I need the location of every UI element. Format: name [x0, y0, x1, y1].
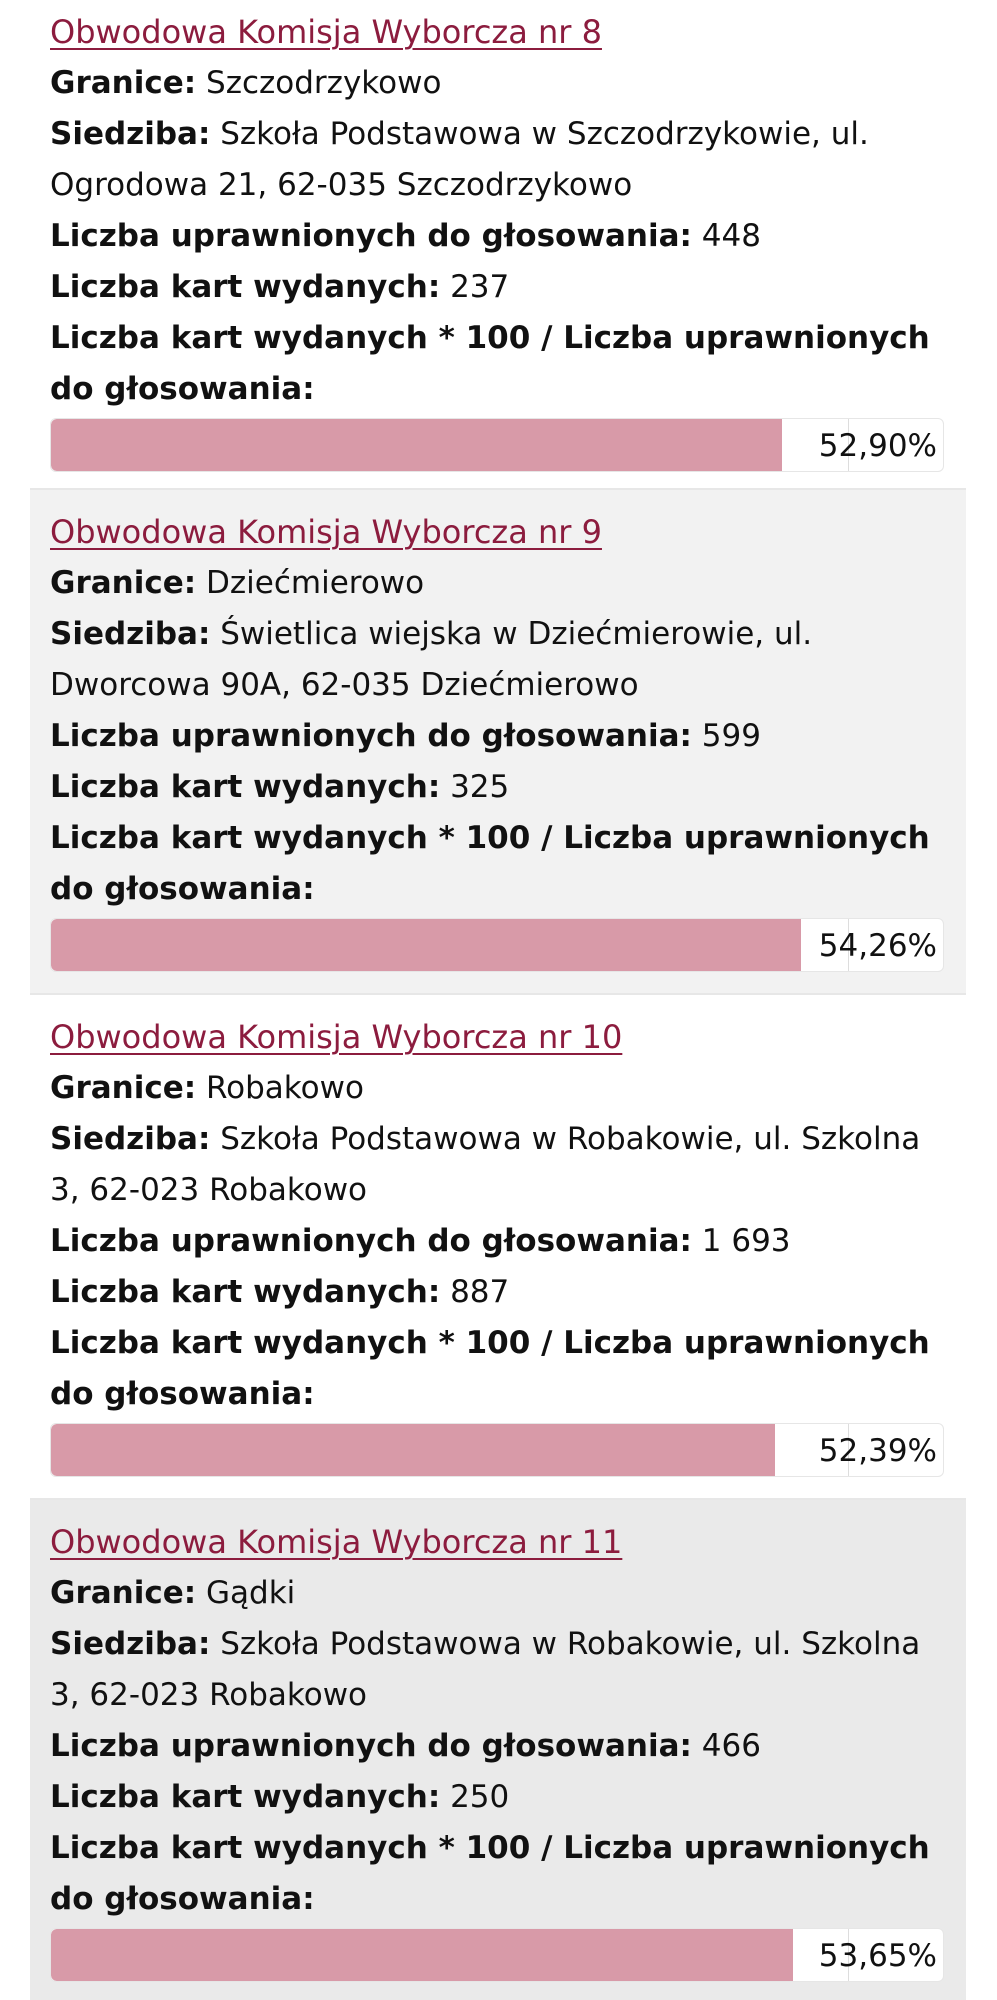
ratio-label-row [50, 1823, 950, 1874]
granice-row [50, 558, 950, 609]
turnout-progress-bar [50, 1928, 944, 1982]
karty-label: Liczba kart wydanych: [50, 269, 441, 305]
siedziba-value-line2: 3, 62-023 Robakowo [50, 1172, 368, 1208]
granice-value: Robakowo [206, 1070, 364, 1106]
ratio-label-row [50, 313, 950, 364]
commission-title-link[interactable]: Obwodowa Komisja Wyborcza nr 11 [50, 1523, 623, 1561]
turnout-percent-label: 53,65% [818, 1938, 937, 1974]
commission-card [30, 1500, 966, 2000]
ratio-label-line1: Liczba kart wydanych * 100 / Liczba uprawnionych [50, 1830, 930, 1866]
commission-title-link[interactable]: Obwodowa Komisja Wyborcza nr 9 [50, 513, 602, 551]
uprawnionych-value: 1 693 [701, 1223, 791, 1259]
siedziba-value-line1: Świetlica wiejska w Dziećmierowie, ul. [220, 616, 813, 652]
karty-label: Liczba kart wydanych: [50, 769, 441, 805]
ratio-label-row-continued [50, 1874, 950, 1925]
ratio-label-line1: Liczba kart wydanych * 100 / Liczba uprawnionych [50, 320, 930, 356]
uprawnionych-row [50, 711, 950, 762]
siedziba-value-line1: Szkoła Podstawowa w Robakowie, ul. Szkolna [220, 1121, 921, 1157]
karty-value: 887 [450, 1274, 510, 1310]
turnout-progress-fill [51, 919, 801, 971]
siedziba-value-line2: 3, 62-023 Robakowo [50, 1677, 368, 1713]
granice-value: Dziećmierowo [206, 565, 425, 601]
karty-row [50, 262, 950, 313]
ratio-label-row-continued [50, 364, 950, 415]
ratio-label-row-continued [50, 1369, 950, 1420]
uprawnionych-label: Liczba uprawnionych do głosowania: [50, 218, 692, 254]
siedziba-row-continued [50, 1165, 950, 1216]
ratio-label-row [50, 813, 950, 864]
granice-row [50, 58, 950, 109]
karty-value: 237 [450, 269, 510, 305]
karty-label: Liczba kart wydanych: [50, 1274, 441, 1310]
granice-value: Szczodrzykowo [206, 65, 442, 101]
commission-list [30, 0, 966, 2000]
granice-label: Granice: [50, 565, 197, 601]
uprawnionych-label: Liczba uprawnionych do głosowania: [50, 1728, 692, 1764]
karty-row [50, 762, 950, 813]
uprawnionych-value: 448 [701, 218, 761, 254]
turnout-progress-fill [51, 419, 782, 471]
ratio-label-line1: Liczba kart wydanych * 100 / Liczba uprawnionych [50, 1325, 930, 1361]
granice-row [50, 1568, 950, 1619]
uprawnionych-row [50, 1721, 950, 1772]
ratio-label-line1: Liczba kart wydanych * 100 / Liczba uprawnionych [50, 820, 930, 856]
siedziba-value-line1: Szkoła Podstawowa w Robakowie, ul. Szkolna [220, 1626, 921, 1662]
commission-title-link[interactable]: Obwodowa Komisja Wyborcza nr 8 [50, 13, 602, 51]
siedziba-value-line2: Ogrodowa 21, 62-035 Szczodrzykowo [50, 167, 633, 203]
commission-title-link[interactable]: Obwodowa Komisja Wyborcza nr 10 [50, 1018, 623, 1056]
granice-label: Granice: [50, 1070, 197, 1106]
siedziba-row [50, 609, 950, 660]
turnout-progress-bar [50, 1423, 944, 1477]
siedziba-row-continued [50, 660, 950, 711]
granice-label: Granice: [50, 1575, 197, 1611]
ratio-label-line2: do głosowania: [50, 1881, 315, 1917]
granice-value: Gądki [206, 1575, 296, 1611]
turnout-progress-bar [50, 918, 944, 972]
siedziba-row-continued [50, 1670, 950, 1721]
uprawnionych-value: 466 [701, 1728, 761, 1764]
uprawnionych-value: 599 [701, 718, 761, 754]
siedziba-label: Siedziba: [50, 1626, 211, 1662]
commission-card [30, 0, 966, 490]
karty-row [50, 1772, 950, 1823]
turnout-percent-label: 52,39% [818, 1433, 937, 1469]
karty-row [50, 1267, 950, 1318]
commission-card [30, 490, 966, 995]
turnout-progress-fill [51, 1424, 775, 1476]
siedziba-value-line2: Dworcowa 90A, 62-035 Dziećmierowo [50, 667, 639, 703]
turnout-progress-bar [50, 418, 944, 472]
siedziba-value-line1: Szkoła Podstawowa w Szczodrzykowie, ul. [220, 116, 869, 152]
karty-label: Liczba kart wydanych: [50, 1779, 441, 1815]
uprawnionych-label: Liczba uprawnionych do głosowania: [50, 1223, 692, 1259]
granice-label: Granice: [50, 65, 197, 101]
siedziba-row-continued [50, 160, 950, 211]
uprawnionych-row [50, 211, 950, 262]
ratio-label-row-continued [50, 864, 950, 915]
siedziba-row [50, 109, 950, 160]
siedziba-row [50, 1619, 950, 1670]
karty-value: 325 [450, 769, 510, 805]
turnout-percent-label: 54,26% [818, 928, 937, 964]
ratio-label-line2: do głosowania: [50, 371, 315, 407]
turnout-progress-fill [51, 1929, 793, 1981]
granice-row [50, 1063, 950, 1114]
ratio-label-line2: do głosowania: [50, 871, 315, 907]
turnout-percent-label: 52,90% [818, 428, 937, 464]
siedziba-row [50, 1114, 950, 1165]
uprawnionych-label: Liczba uprawnionych do głosowania: [50, 718, 692, 754]
karty-value: 250 [450, 1779, 510, 1815]
siedziba-label: Siedziba: [50, 116, 211, 152]
uprawnionych-row [50, 1216, 950, 1267]
ratio-label-line2: do głosowania: [50, 1376, 315, 1412]
siedziba-label: Siedziba: [50, 616, 211, 652]
commission-card [30, 995, 966, 1500]
ratio-label-row [50, 1318, 950, 1369]
siedziba-label: Siedziba: [50, 1121, 211, 1157]
